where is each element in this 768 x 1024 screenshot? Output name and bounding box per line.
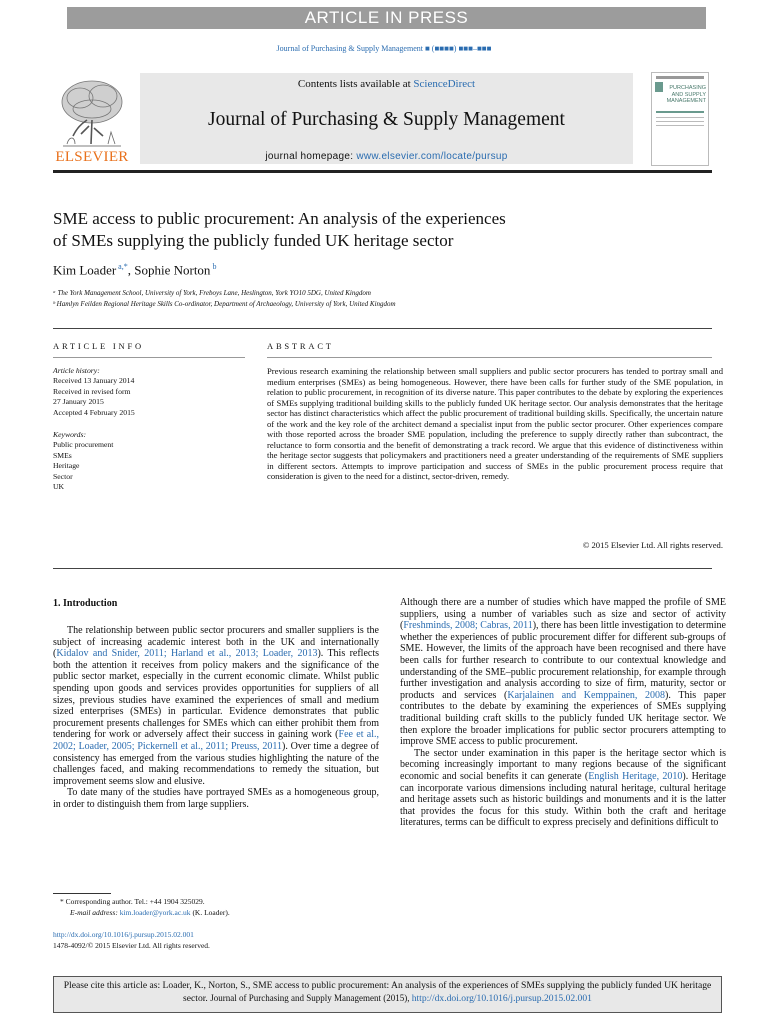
email-suffix: (K. Loader). [190, 907, 230, 917]
paragraph-text: ). This reflects both the attention it receives from policy makers and the significance of the public sector market, especially in the current economic climate. Whilst public spending upon goods and services provides opportunities for suppliers of all sizes, previous studies have examined the experiences of small and medium sized enterprises (SMEs) in particular. Evidence demonstrates that public procurement presents challenges for SMEs which can either prohibit them from tendering for work or adversely affect their success in gaining work ( [53, 648, 379, 741]
citation-box [53, 976, 722, 1013]
article-in-press-banner: ARTICLE IN PRESS [67, 7, 706, 29]
author-email-link[interactable]: kim.loader@york.ac.uk [119, 907, 191, 917]
cover-band [656, 117, 704, 118]
journal-reference[interactable]: Journal of Purchasing & Supply Management ■ (■■■■) ■■■–■■■ [276, 44, 492, 53]
cover-band [656, 111, 704, 113]
author-name: Sophie Norton [134, 262, 211, 278]
keyword: Sector [53, 471, 73, 481]
journal-homepage-link[interactable]: www.elsevier.com/locate/pursup [356, 151, 508, 162]
paragraph-text: The relationship between public sector procurers and smaller suppliers is the subject of increasing academic interest both in the UK and internationally ( [53, 625, 379, 660]
paragraph-text: ), there has been little investigation to determine whether the experiences of public procurement differ for different sub-groups of SME. However, the limits of the approach have been recognised and there have been calls for further research to contribute to our contextual knowledge and understanding of the SME–public procurement relationship, for example through further investigation and analysis according to size of firm, maturity, sector or products and services ( [400, 620, 726, 701]
paragraph-text: ). Heritage can incorporate various dimensions including natural heritage, cultural heritage and heritage assets such as historic buildings and monuments and it is the latter that provides the focus for this study. Within both the craft and heritage literatures, terms can be difficult to express precisely and definitions difficult to [400, 770, 726, 829]
paragraph: To date many of the studies have portrayed SMEs as a homogeneous group, in order to distinguish them from large suppliers. [53, 787, 379, 810]
section-rule [53, 568, 712, 569]
header-rule [53, 170, 712, 173]
keyword: Heritage [53, 461, 80, 471]
elsevier-wordmark: ELSEVIER [55, 149, 129, 165]
cover-band [656, 125, 704, 126]
footnote-rule [53, 893, 111, 894]
abstract-rule [267, 357, 712, 358]
citation-journal: Journal of Purchasing and Supply Management (2015), [210, 993, 412, 1004]
footnote-marker: * [60, 897, 64, 906]
citation-doi-link[interactable]: http://dx.doi.org/10.1016/j.pursup.2015.02.001 [411, 993, 592, 1005]
history-item: 27 January 2015 [53, 397, 104, 407]
email-label: E-mail address: [70, 907, 120, 917]
keyword: SMEs [53, 450, 72, 460]
article-info-heading: ARTICLE INFO [53, 341, 144, 351]
history-item: Accepted 4 February 2015 [53, 407, 135, 417]
elsevier-tree-icon [53, 76, 131, 154]
article-title [53, 208, 693, 252]
article-info [53, 366, 248, 492]
paragraph-text: ). This paper contributes to the debate by examining the experiences of SMEs supplying traditional building craft skills to the publicly funded UK heritage sector. We then explore the broader implications for public sector procurers attempting to improve SME access to public procurement. [400, 689, 726, 748]
paragraph-text: The sector under examination in this paper is the heritage sector which is becoming increasingly important to many regions because of the significant economic and social benefits it can generate ( [400, 747, 726, 782]
keyword: UK [53, 482, 65, 492]
citation-prefix: Please cite this article as: Loader, K., Norton, S., SME access to public procurement: An analysis of the experiences of SMEs supplying the publicly funded UK heritage sector. [63, 980, 712, 1005]
citation-link[interactable]: Karjalainen and Kemppainen, 2008 [507, 689, 666, 701]
paragraph [400, 597, 726, 748]
keyword: Public procurement [53, 440, 114, 450]
doi-block [53, 930, 210, 951]
abstract-copyright: © 2015 Elsevier Ltd. All rights reserved. [582, 540, 723, 550]
affiliation-b: ᵇ Hamlyn Feilden Regional Heritage Skills Co-ordinator, Department of Archaeology, University of York, United Kingdom [53, 300, 396, 308]
journal-homepage-line [140, 151, 633, 162]
doi-link[interactable]: http://dx.doi.org/10.1016/j.pursup.2015.02.001 [53, 930, 194, 939]
cover-title-line: PURCHASING [669, 85, 706, 91]
section-rule [53, 328, 712, 329]
author-list [53, 262, 216, 278]
paragraph-text: ). Over time a degree of consistency has emerged from the various studies highlighting the nature of the challenges faced, and making recommendations to remedy the situation, but improvement seems slow and elusive. [53, 740, 379, 787]
journal-title: Journal of Purchasing & Supply Management [208, 109, 565, 130]
sciencedirect-link[interactable]: ScienceDirect [413, 78, 476, 90]
body-column-left [53, 625, 379, 811]
contents-line [140, 78, 633, 90]
contents-prefix: Contents lists available at [297, 78, 414, 90]
citation-link[interactable]: Kidalov and Snider, 2011; Harland et al., 2013; Loader, 2013 [56, 648, 318, 660]
paragraph [53, 625, 379, 787]
citation-link[interactable]: Freshminds, 2008; Cabras, 2011 [403, 620, 533, 632]
abstract-heading: ABSTRACT [267, 341, 334, 351]
cover-title [662, 85, 706, 105]
author-affiliation-marker[interactable]: a,* [116, 262, 128, 271]
keywords-label: Keywords: [53, 430, 87, 440]
corresponding-author-footnote [60, 897, 230, 918]
affiliation-a: ᵃ The York Management School, University of York, Freboys Lane, Heslington, York YO10 5DG, United Kingdom [53, 289, 371, 297]
paragraph [400, 748, 726, 829]
history-label: Article history: [53, 366, 100, 375]
elsevier-logo [53, 76, 131, 166]
footnote-text: Corresponding author. Tel.: +44 1904 325029. [63, 897, 205, 906]
author-affiliation-marker[interactable]: b [210, 262, 217, 271]
article-info-rule [53, 357, 245, 358]
article-title-line: SME access to public procurement: An analysis of the experiences [53, 209, 506, 228]
cover-title-line: MANAGEMENT [666, 98, 706, 104]
cover-title-line: AND SUPPLY [671, 91, 706, 98]
section-heading-introduction: 1. Introduction [53, 598, 118, 609]
citation-link[interactable]: English Heritage, 2010 [588, 770, 683, 782]
cover-top-stripe [656, 76, 704, 79]
history-item: Received in revised form [53, 386, 131, 396]
cover-band [656, 121, 704, 122]
homepage-prefix: journal homepage: [265, 151, 357, 162]
affiliations [53, 288, 396, 310]
article-title-line: of SMEs supplying the publicly funded UK heritage sector [53, 231, 454, 250]
author-name: Kim Loader [53, 262, 117, 278]
journal-cover-thumbnail[interactable] [651, 72, 709, 166]
abstract-text: Previous research examining the relationship between small suppliers and public sector procurers has tended to portray small and medium enterprises (SMEs) as being homogeneous. However, there have been calls for further study of the SME population, in relation to public procurement, in recognition of its diverse nature. This paper contributes to the debate by exploring the experiences of SMEs supplying traditional building skills to the publicly funded UK heritage sector. Our analysis demonstrates that the heritage sector has distinct characteristics which affect the public procurement of traditional building skills. Specifically, the uncertain nature of the work and the key role of the architect demand a specialist input from the public sector procurer. Other experiences compare with those reported across the broader SME population, including the preference to supply directly rather than subcontract, the reluctance to form consortia and the benefit of demonstrating a track record. We argue that this evidence of distinctiveness within the heritage sector suggests that policymakers and practitioners need a greater understanding of the requirements of SME suppliers in different sectors. Attempts to improve participation and success of SMEs in the public procurement process require that consideration is given to the need for a distinct, sector-driven, remedy. [267, 366, 723, 481]
body-column-right [400, 597, 726, 829]
citation-link[interactable]: Fee et al., 2002; Loader, 2005; Pickernell et al., 2011; Preuss, 2011 [53, 729, 379, 752]
author-separator: , [127, 262, 135, 278]
paragraph-text: Although there are a number of studies which have mapped the profile of SME suppliers, using a number of variables such as size and sector of activity ( [400, 597, 726, 632]
issn-line: 1478-4092/© 2015 Elsevier Ltd. All rights reserved. [53, 940, 210, 950]
history-item: Received 13 January 2014 [53, 376, 135, 386]
